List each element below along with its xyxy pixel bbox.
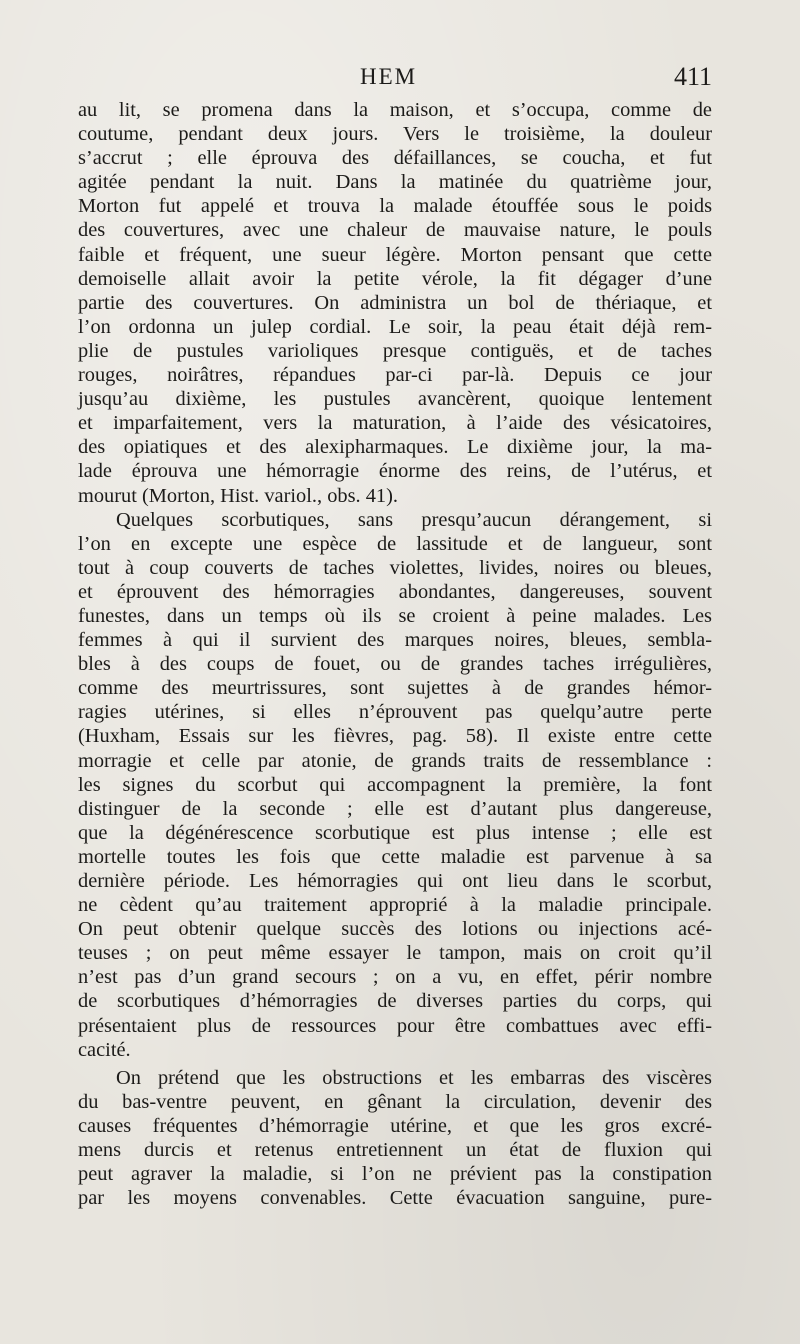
text-line: au lit, se promena dans la maison, et s’occupa, comme de [78,99,712,121]
text-line: des opiatiques et des alexipharmaques. Le dixième jour, la ma- [78,436,712,459]
text-line: faible et fréquent, une sueur légère. Morton pensant que cette [78,243,712,266]
text-line: plie de pustules varioliques presque contiguës, et de taches [78,339,712,362]
text-line: Morton fut appelé et trouva la malade étouffée sous le poids [78,195,712,218]
text-line: ragies utérines, si elles n’éprouvent pas quelqu’autre perte [78,701,712,724]
text-line: (Huxham, Essais sur les fièvres, pag. 58). Il existe entre cette [78,725,712,748]
text-line: mens durcis et retenus entretiennent un état de fluxion qui [78,1139,712,1162]
text-line: On peut obtenir quelque succès des lotions ou injections acé- [78,918,712,941]
text-line: par les moyens convenables. Cette évacuation sanguine, pure- [78,1187,712,1210]
text-line: présentaient plus de ressources pour être combattues avec effi- [78,1014,712,1037]
text-line: l’on en excepte une espèce de lassitude et de langueur, sont [78,532,712,555]
text-line: les signes du scorbut qui accompagnent la première, la font [78,773,712,796]
text-line: s’accrut ; elle éprouva des défaillances, se coucha, et fut [78,147,712,170]
text-line: agitée pendant la nuit. Dans la matinée du quatrième jour, [78,171,712,194]
text-line: mourut (Morton, Hist. variol., obs. 41). [78,484,398,507]
text-line: et éprouvent des hémorragies abondantes, dangereuses, souvent [78,580,712,603]
text-line: morragie et celle par atonie, de grands traits de ressemblance : [78,749,712,772]
text-line: l’on ordonna un julep cordial. Le soir, la peau était déjà rem- [78,315,712,338]
text-line: lade éprouva une hémorragie énorme des reins, de l’utérus, et [78,460,712,483]
text-line: dernière période. Les hémorragies qui ont lieu dans le scorbut, [78,870,712,892]
text-line: et imparfaitement, vers la maturation, à l’aide des vésicatoires, [78,412,712,435]
page-number: 411 [673,62,712,91]
body-text [78,98,712,1210]
text-line: Quelques scorbutiques, sans presqu’aucun dérangement, si [116,508,712,531]
text-line: comme des meurtrissures, sont sujettes à de grandes hémor- [78,677,712,700]
text-line: causes fréquentes d’hémorragie utérine, et que les gros excré- [78,1114,712,1137]
text-line: de scorbutiques d’hémorragies de diverses parties du corps, qui [78,990,712,1013]
text-line: rouges, noirâtres, répandues par-ci par-là. Depuis ce jour [78,364,712,387]
text-line: demoiselle allait avoir la petite vérole, la fit dégager d’une [78,267,712,290]
running-head: HEM [360,64,418,89]
text-line: distinguer de la seconde ; elle est d’autant plus dangereuse, [78,797,712,820]
text-line: que la dégénérescence scorbutique est plus intense ; elle est [78,821,712,844]
text-line: femmes à qui il survient des marques noires, bleues, sembla- [78,629,712,652]
text-line: peut agraver la maladie, si l’on ne prévient pas la constipation [78,1163,712,1186]
text-line: jusqu’au dixième, les pustules avancèrent, quoique lentement [78,388,712,411]
text-line: teuses ; on peut même essayer le tampon, mais on croit qu’il [78,942,712,965]
text-line: bles à des coups de fouet, ou de grandes taches irrégulières, [78,653,712,676]
text-line: cacité. [78,1038,131,1061]
text-line: n’est pas d’un grand secours ; on a vu, en effet, périr nombre [78,966,712,989]
text-line: des couvertures, avec une chaleur de mauvaise nature, le pouls [78,219,712,242]
text-line: tout à coup couverts de taches violettes, livides, noires ou bleues, [78,556,712,579]
text-line: du bas-ventre peuvent, en gênant la circulation, devenir des [78,1090,712,1113]
text-line: funestes, dans un temps où ils se croient à peine malades. Les [78,604,712,627]
page-header [78,60,712,96]
text-line: mortelle toutes les fois que cette maladie est parvenue à sa [78,845,712,868]
text-line: coutume, pendant deux jours. Vers le troisième, la douleur [78,123,712,146]
text-line: ne cèdent qu’au traitement approprié à la maladie principale. [78,894,712,917]
text-line: partie des couvertures. On administra un bol de thériaque, et [78,291,712,314]
text-line: On prétend que les obstructions et les embarras des viscères [116,1066,712,1089]
